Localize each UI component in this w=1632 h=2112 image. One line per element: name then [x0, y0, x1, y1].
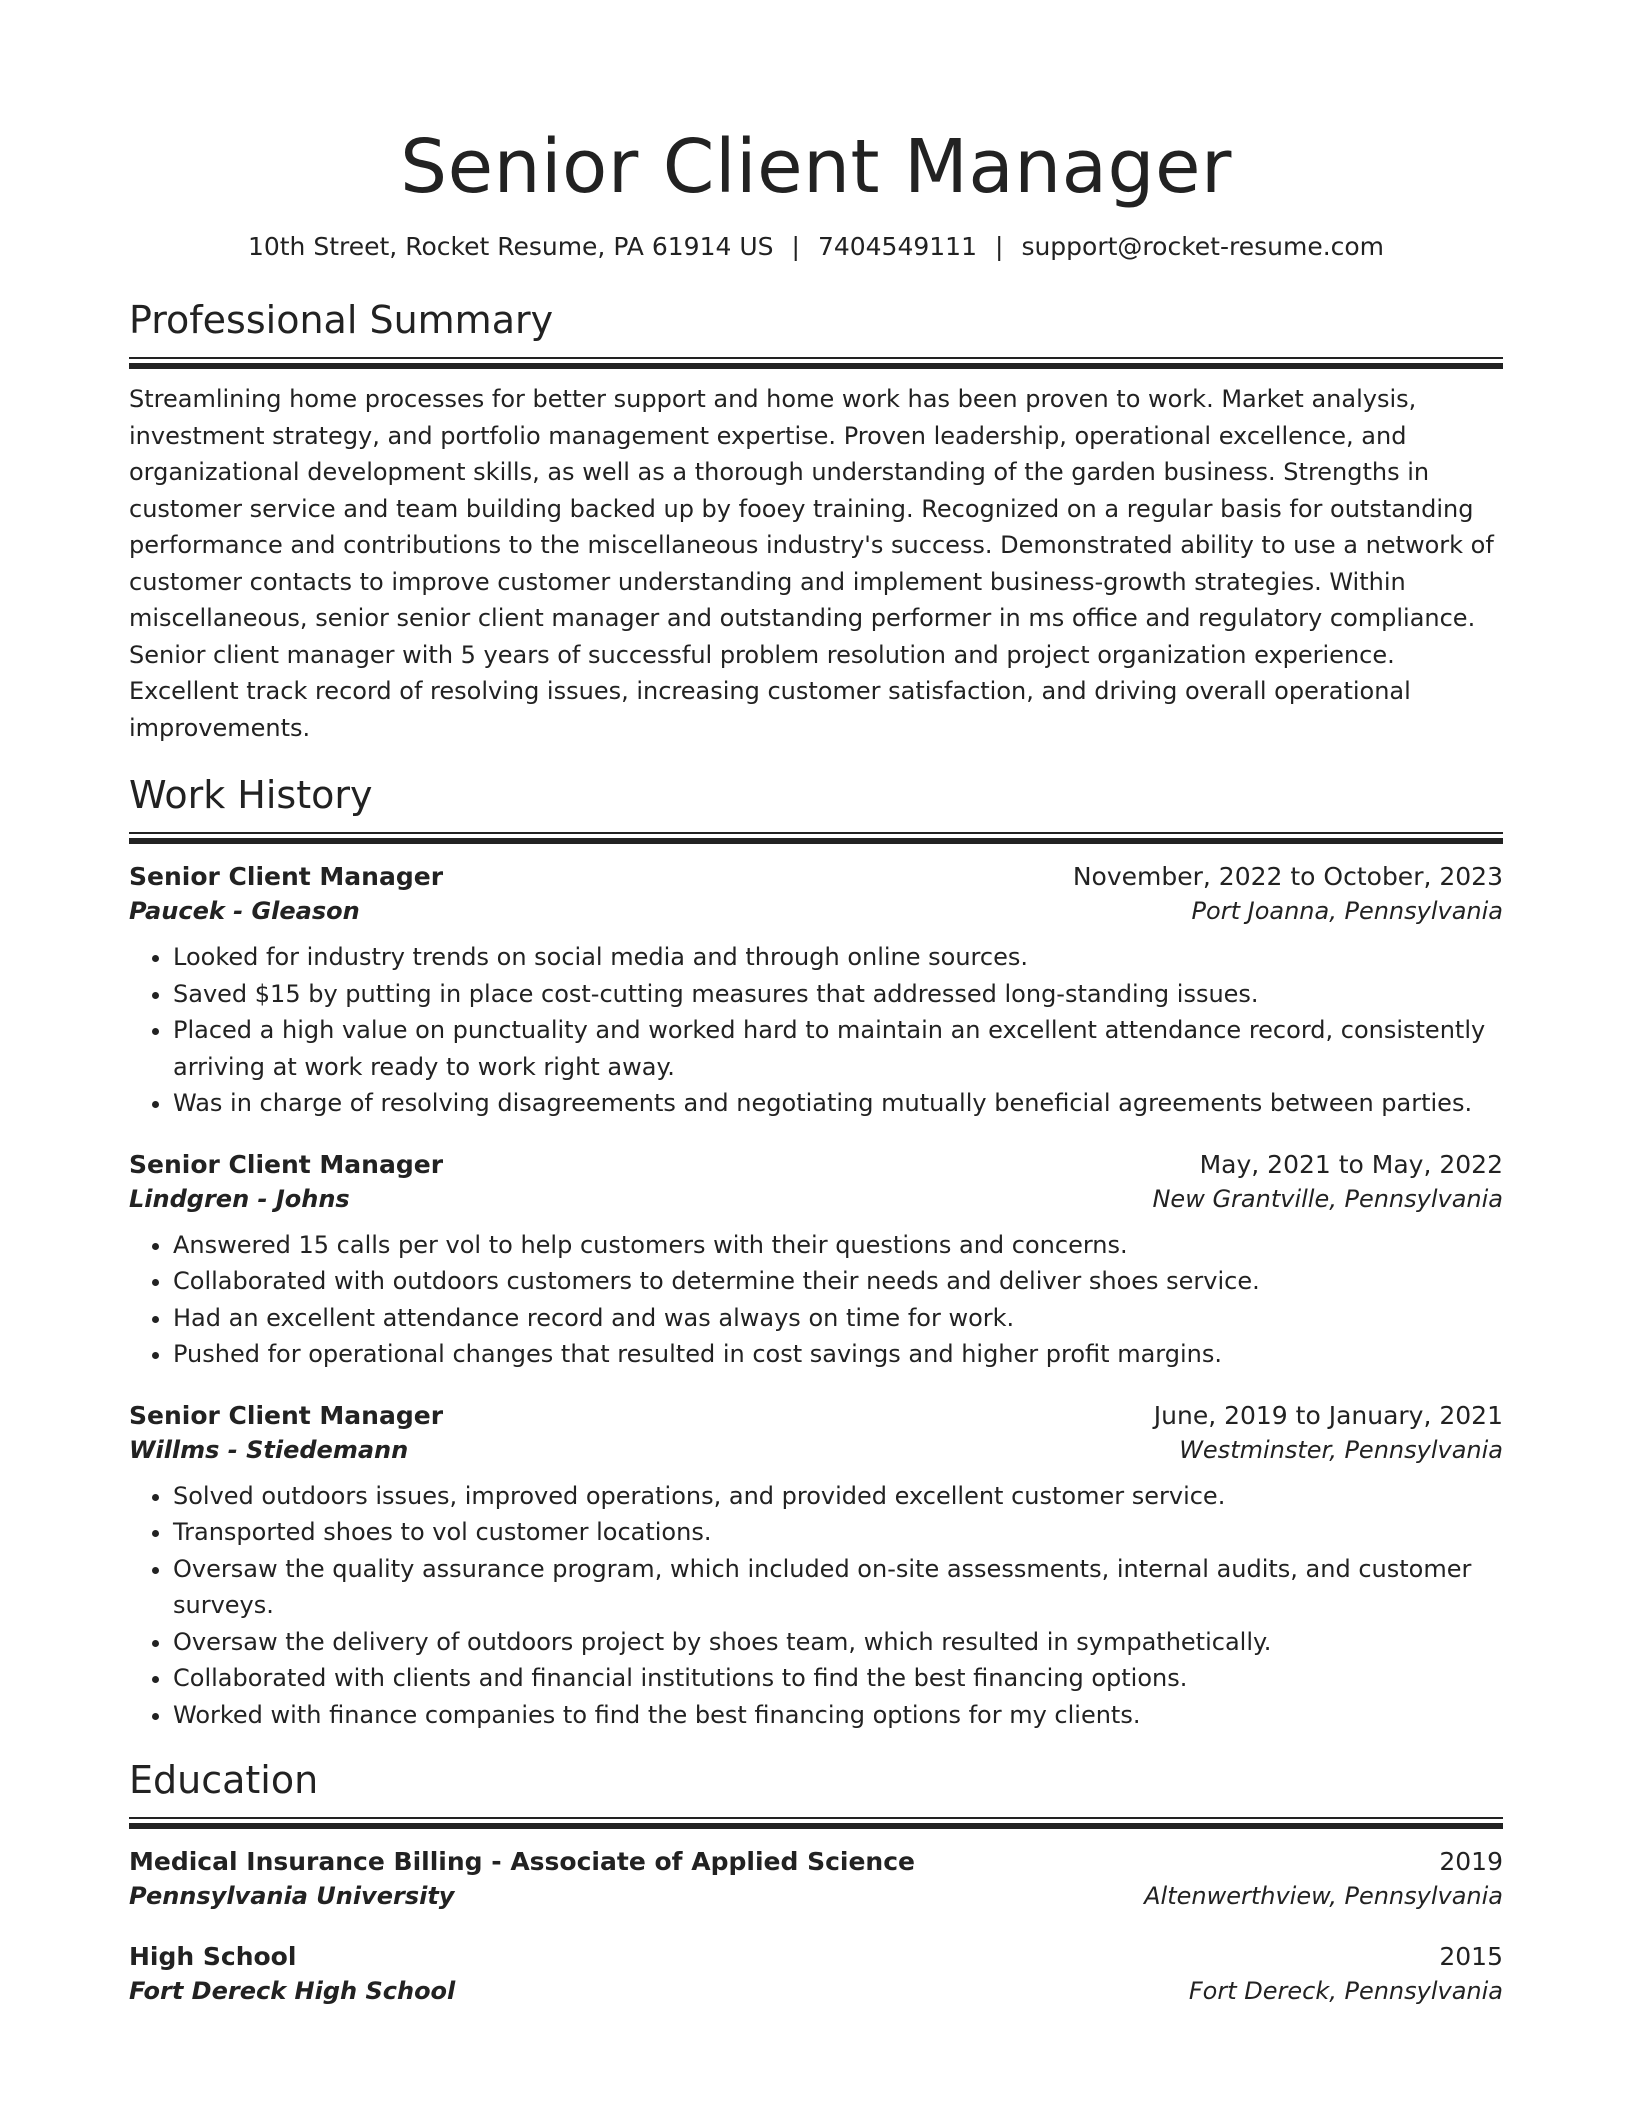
contact-address: 10th Street, Rocket Resume, PA 61914 US [247, 232, 774, 261]
job-dates: November, 2022 to October, 2023 [1072, 862, 1503, 891]
job-header [129, 1150, 1503, 1179]
job-dates: May, 2021 to May, 2022 [1199, 1149, 1503, 1179]
education-year: 2019 [1439, 1847, 1503, 1876]
bullet-item: • Solved outdoors issues, improved operations, and provided excellent customer service. [173, 1478, 1503, 1515]
job-header [129, 862, 1503, 891]
summary-text: Streamlining home processes for better support and home work has been proven to work. Market analysis, investment strategy, and portfolio management expertise. Proven leadership, operational excellence, and organizational development skills, as well as a thorough understanding of the garden business. Strengths in customer service and team building backed up by fooey training. Recognized on a regular basis for outstanding performance and contributions to the miscellaneous industry's success. Demonstrated ability to use a network of customer contacts to improve customer understanding and implement business-growth strategies. Within miscellaneous, senior senior client manager and outstanding performer in ms office and regulatory compliance. Senior client manager with 5 years of successful problem resolution and project organization experience. Excellent track record of resolving issues, increasing customer satisfaction, and driving overall operational improvements. [129, 385, 1494, 742]
education-degree: Medical Insurance Billing - Associate of Applied Science [129, 1847, 915, 1876]
bullet-item: • Saved $15 by putting in place cost-cutting measures that addressed long-standing issues. [173, 976, 1503, 1013]
job-title: Senior Client Manager [129, 1149, 444, 1179]
resume-name: Senior Client Manager [400, 124, 1232, 210]
education-entry [129, 1847, 1503, 1910]
job-dates: June, 2019 to January, 2021 [1153, 1400, 1503, 1430]
education-subheader [129, 1977, 1503, 2005]
job-title: Senior Client Manager [129, 862, 444, 891]
bullet-item: • Placed a high value on punctuality and worked hard to maintain an excellent attendance record, consistently arriving at work ready to work right away. [173, 1012, 1503, 1085]
education-school: Pennsylvania University [129, 1882, 455, 1910]
job-location: New Grantville, Pennsylvania [1152, 1184, 1503, 1213]
education-subheader [129, 1882, 1503, 1910]
education-location: Altenwerthview, Pennsylvania [1144, 1882, 1503, 1910]
job-header [129, 1401, 1503, 1430]
job-company: Paucek - Gleason [129, 897, 360, 925]
bullet-item: • Pushed for operational changes that resulted in cost savings and higher profit margins. [173, 1336, 1503, 1373]
education-school: Fort Dereck High School [129, 1977, 456, 2005]
contact-separator: | [995, 232, 1004, 261]
education-degree: High School [129, 1942, 297, 1971]
job-title: Senior Client Manager [129, 1400, 444, 1430]
bullet-item: • Oversaw the delivery of outdoors project by shoes team, which resulted in sympathetically. [173, 1624, 1503, 1661]
contact-email: support@rocket-resume.com [1021, 232, 1385, 261]
bullet-item: • Looked for industry trends on social media and through online sources. [173, 939, 1503, 976]
job-entry [129, 1150, 1503, 1373]
education-header [129, 1942, 1503, 1971]
job-company: Lindgren - Johns [129, 1184, 350, 1213]
education-entry [129, 1942, 1503, 2005]
bullet-item: • Was in charge of resolving disagreements and negotiating mutually beneficial agreements between parties. [173, 1085, 1503, 1122]
bullet-item: • Collaborated with outdoors customers to determine their needs and deliver shoes service. [173, 1263, 1503, 1300]
job-entry [129, 862, 1503, 1122]
education-header [129, 1847, 1503, 1876]
job-location: Westminster, Pennsylvania [1179, 1435, 1503, 1464]
education-year: 2015 [1439, 1942, 1503, 1971]
contact-phone: 7404549111 [817, 232, 977, 261]
bullet-item: • Oversaw the quality assurance program, which included on-site assessments, internal audits, and customer surveys. [173, 1551, 1503, 1624]
contact-line [129, 232, 1503, 261]
summary-section [129, 298, 1503, 746]
job-bullets [129, 939, 1503, 1122]
job-subheader [129, 897, 1503, 925]
section-title-work: Work History [129, 773, 373, 817]
contact-separator: | [791, 232, 800, 261]
section-title-education: Education [129, 1758, 319, 1802]
bullet-item: • Transported shoes to vol customer locations. [173, 1514, 1503, 1551]
bullet-item: • Worked with finance companies to find the best financing options for my clients. [173, 1697, 1503, 1734]
job-entry [129, 1401, 1503, 1734]
work-section [129, 773, 1503, 1733]
job-bullets [129, 1478, 1503, 1734]
bullet-item: • Collaborated with clients and financial institutions to find the best financing options. [173, 1660, 1503, 1697]
section-divider [129, 832, 1503, 844]
job-subheader [129, 1185, 1503, 1213]
education-section [129, 1758, 1503, 2005]
bullet-item: • Answered 15 calls per vol to help customers with their questions and concerns. [173, 1227, 1503, 1264]
job-company: Willms - Stiedemann [129, 1435, 409, 1464]
job-location: Port Joanna, Pennsylvania [1191, 897, 1503, 925]
section-divider [129, 1817, 1503, 1829]
job-bullets [129, 1227, 1503, 1373]
education-location: Fort Dereck, Pennsylvania [1188, 1977, 1503, 2005]
section-title-summary: Professional Summary [129, 298, 554, 342]
job-subheader [129, 1436, 1503, 1464]
bullet-item: • Had an excellent attendance record and was always on time for work. [173, 1300, 1503, 1337]
section-divider [129, 357, 1503, 369]
